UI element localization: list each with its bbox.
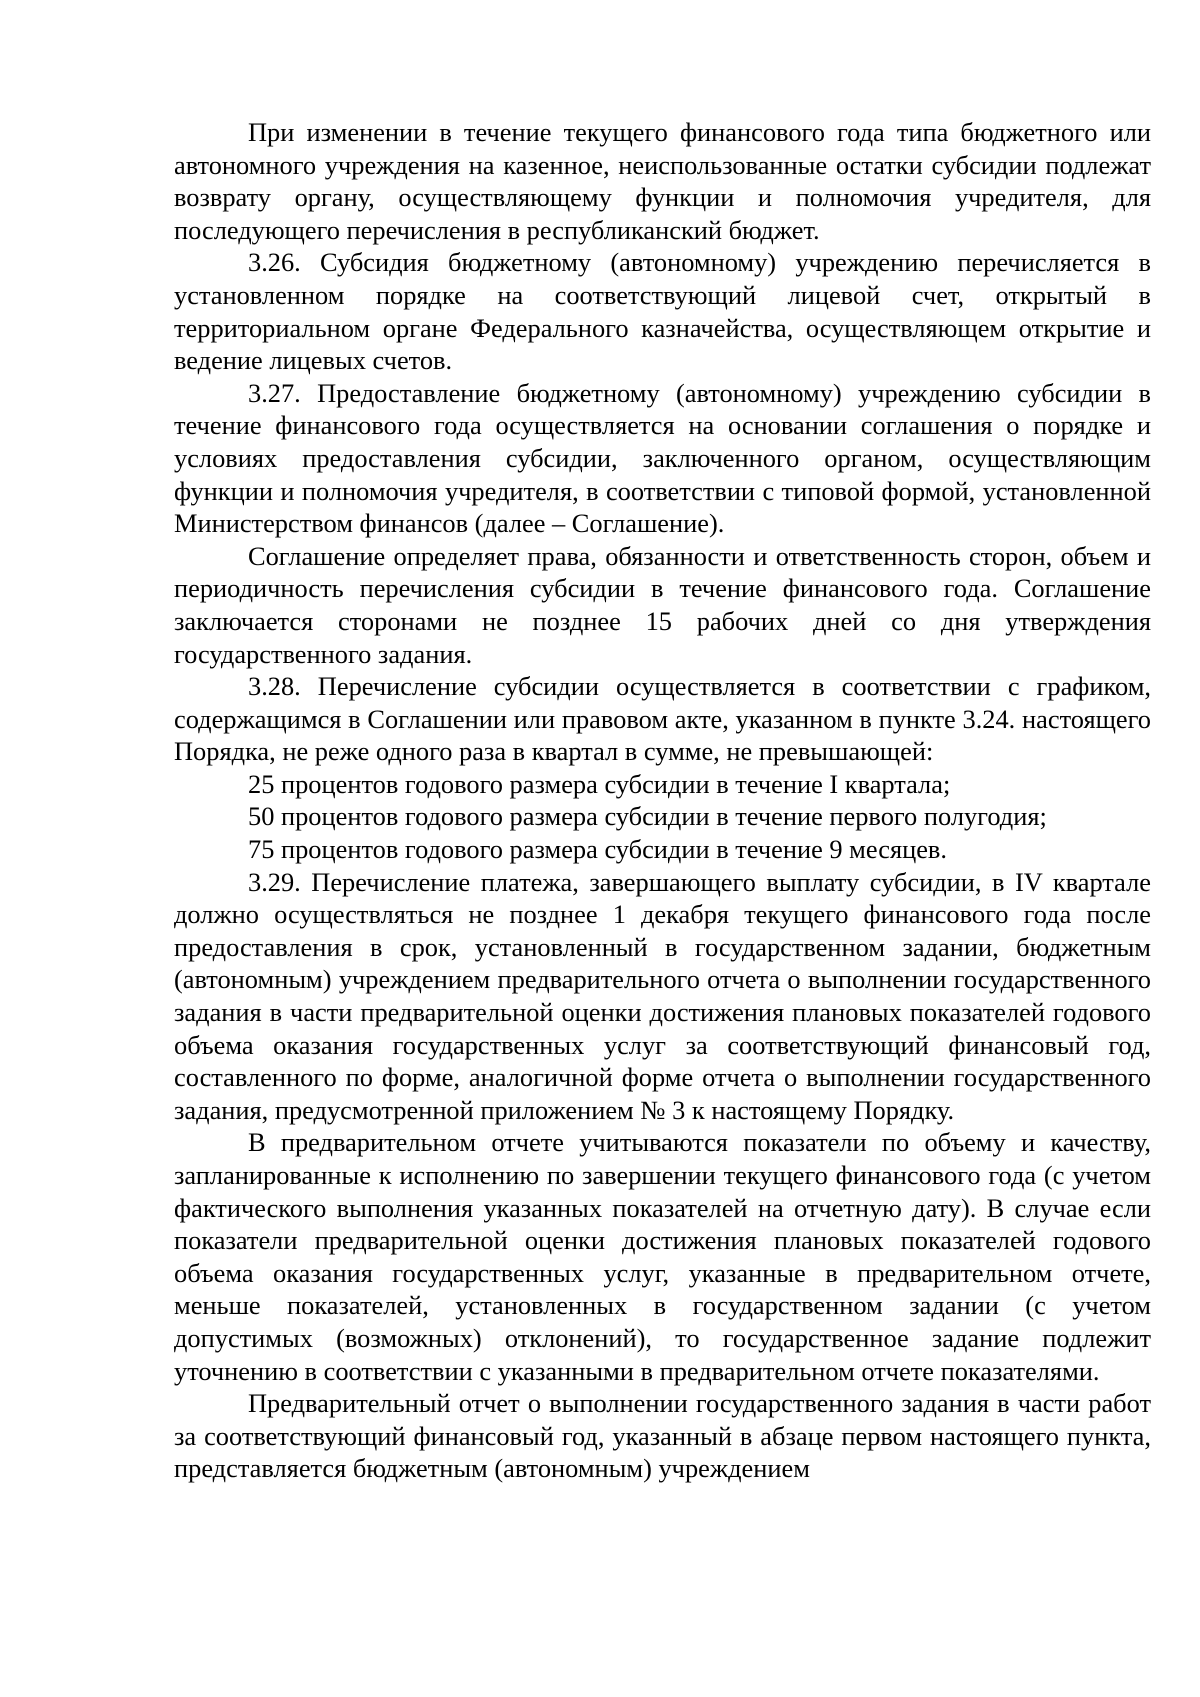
paragraph-3-26: 3.26. Субсидия бюджетному (автономному) учреждению перечисляется в установленном порядке на соответствующий лицевой счет, открытый в территориальном органе Федерального казначейства, осуществляющем открытие и ведение лицевых счетов. [174,247,1151,376]
list-item-75-percent: 75 процентов годового размера субсидии в течение 9 месяцев. [248,834,947,865]
paragraph-preliminary-report-works: Предварительный отчет о выполнении государственного задания в части работ за соответствующий финансовый год, указанный в абзаце первом настоящего пункта, представляется бюджетным (автономным) учреждением [174,1388,1151,1484]
paragraph-3-29: 3.29. Перечисление платежа, завершающего выплату субсидии, в IV квартале должно осуществляться не позднее 1 декабря текущего финансового года после предоставления в срок, установленный в государственном задании, бюджетным (автономным) учреждением предварительного отчета о выполнении государственного задания в части предварительной оценки достижения плановых показателей годового объема оказания государственных услуг за соответствующий финансовый год, составленного по форме, аналогичной форме отчета о выполнении государственного задания, предусмотренной приложением № 3 к настоящему Порядку. [174,866,1151,1125]
paragraph-preliminary-report: В предварительном отчете учитываются показатели по объему и качеству, запланированные к исполнению по завершении текущего финансового года (с учетом фактического выполнения указанных показателей на отчетную дату). В случае если показатели предварительной оценки достижения плановых показателей годового объема оказания государственных услуг, указанные в предварительном отчете, меньше показателей, установленных в государственном задании (с учетом допустимых (возможных) отклонений), то государственное задание подлежит уточнению в соответствии с указанными в предварительном отчете показателями. [174,1127,1151,1386]
document-body [174,116,1151,1485]
list-item-25-percent: 25 процентов годового размера субсидии в течение I квартала; [248,768,951,799]
list-item-50-percent: 50 процентов годового размера субсидии в течение первого полугодия; [248,801,1047,832]
paragraph-type-change: При изменении в течение текущего финансового года типа бюджетного или автономного учреждения на казенное, неиспользованные остатки субсидии подлежат возврату органу, осуществляющему функции и полномочия учредителя, для последующего перечисления в республиканский бюджет. [174,117,1151,245]
paragraph-3-27: 3.27. Предоставление бюджетному (автономному) учреждению субсидии в течение финансового года осуществляется на основании соглашения о порядке и условиях предоставления субсидии, заключенного органом, осуществляющим функции и полномочия учредителя, в соответствии с типовой формой, установленной Министерством финансов (далее – Соглашение). [174,377,1151,539]
paragraph-agreement: Соглашение определяет права, обязанности и ответственность сторон, объем и периодичность перечисления субсидии в течение финансового года. Соглашение заключается сторонами не позднее 15 рабочих дней со дня утверждения государственного задания. [174,540,1151,669]
paragraph-3-28: 3.28. Перечисление субсидии осуществляется в соответствии с графиком, содержащимся в Соглашении или правовом акте, указанном в пункте 3.24. настоящего Порядка, не реже одного раза в квартал в сумме, не превышающей: [174,671,1151,767]
